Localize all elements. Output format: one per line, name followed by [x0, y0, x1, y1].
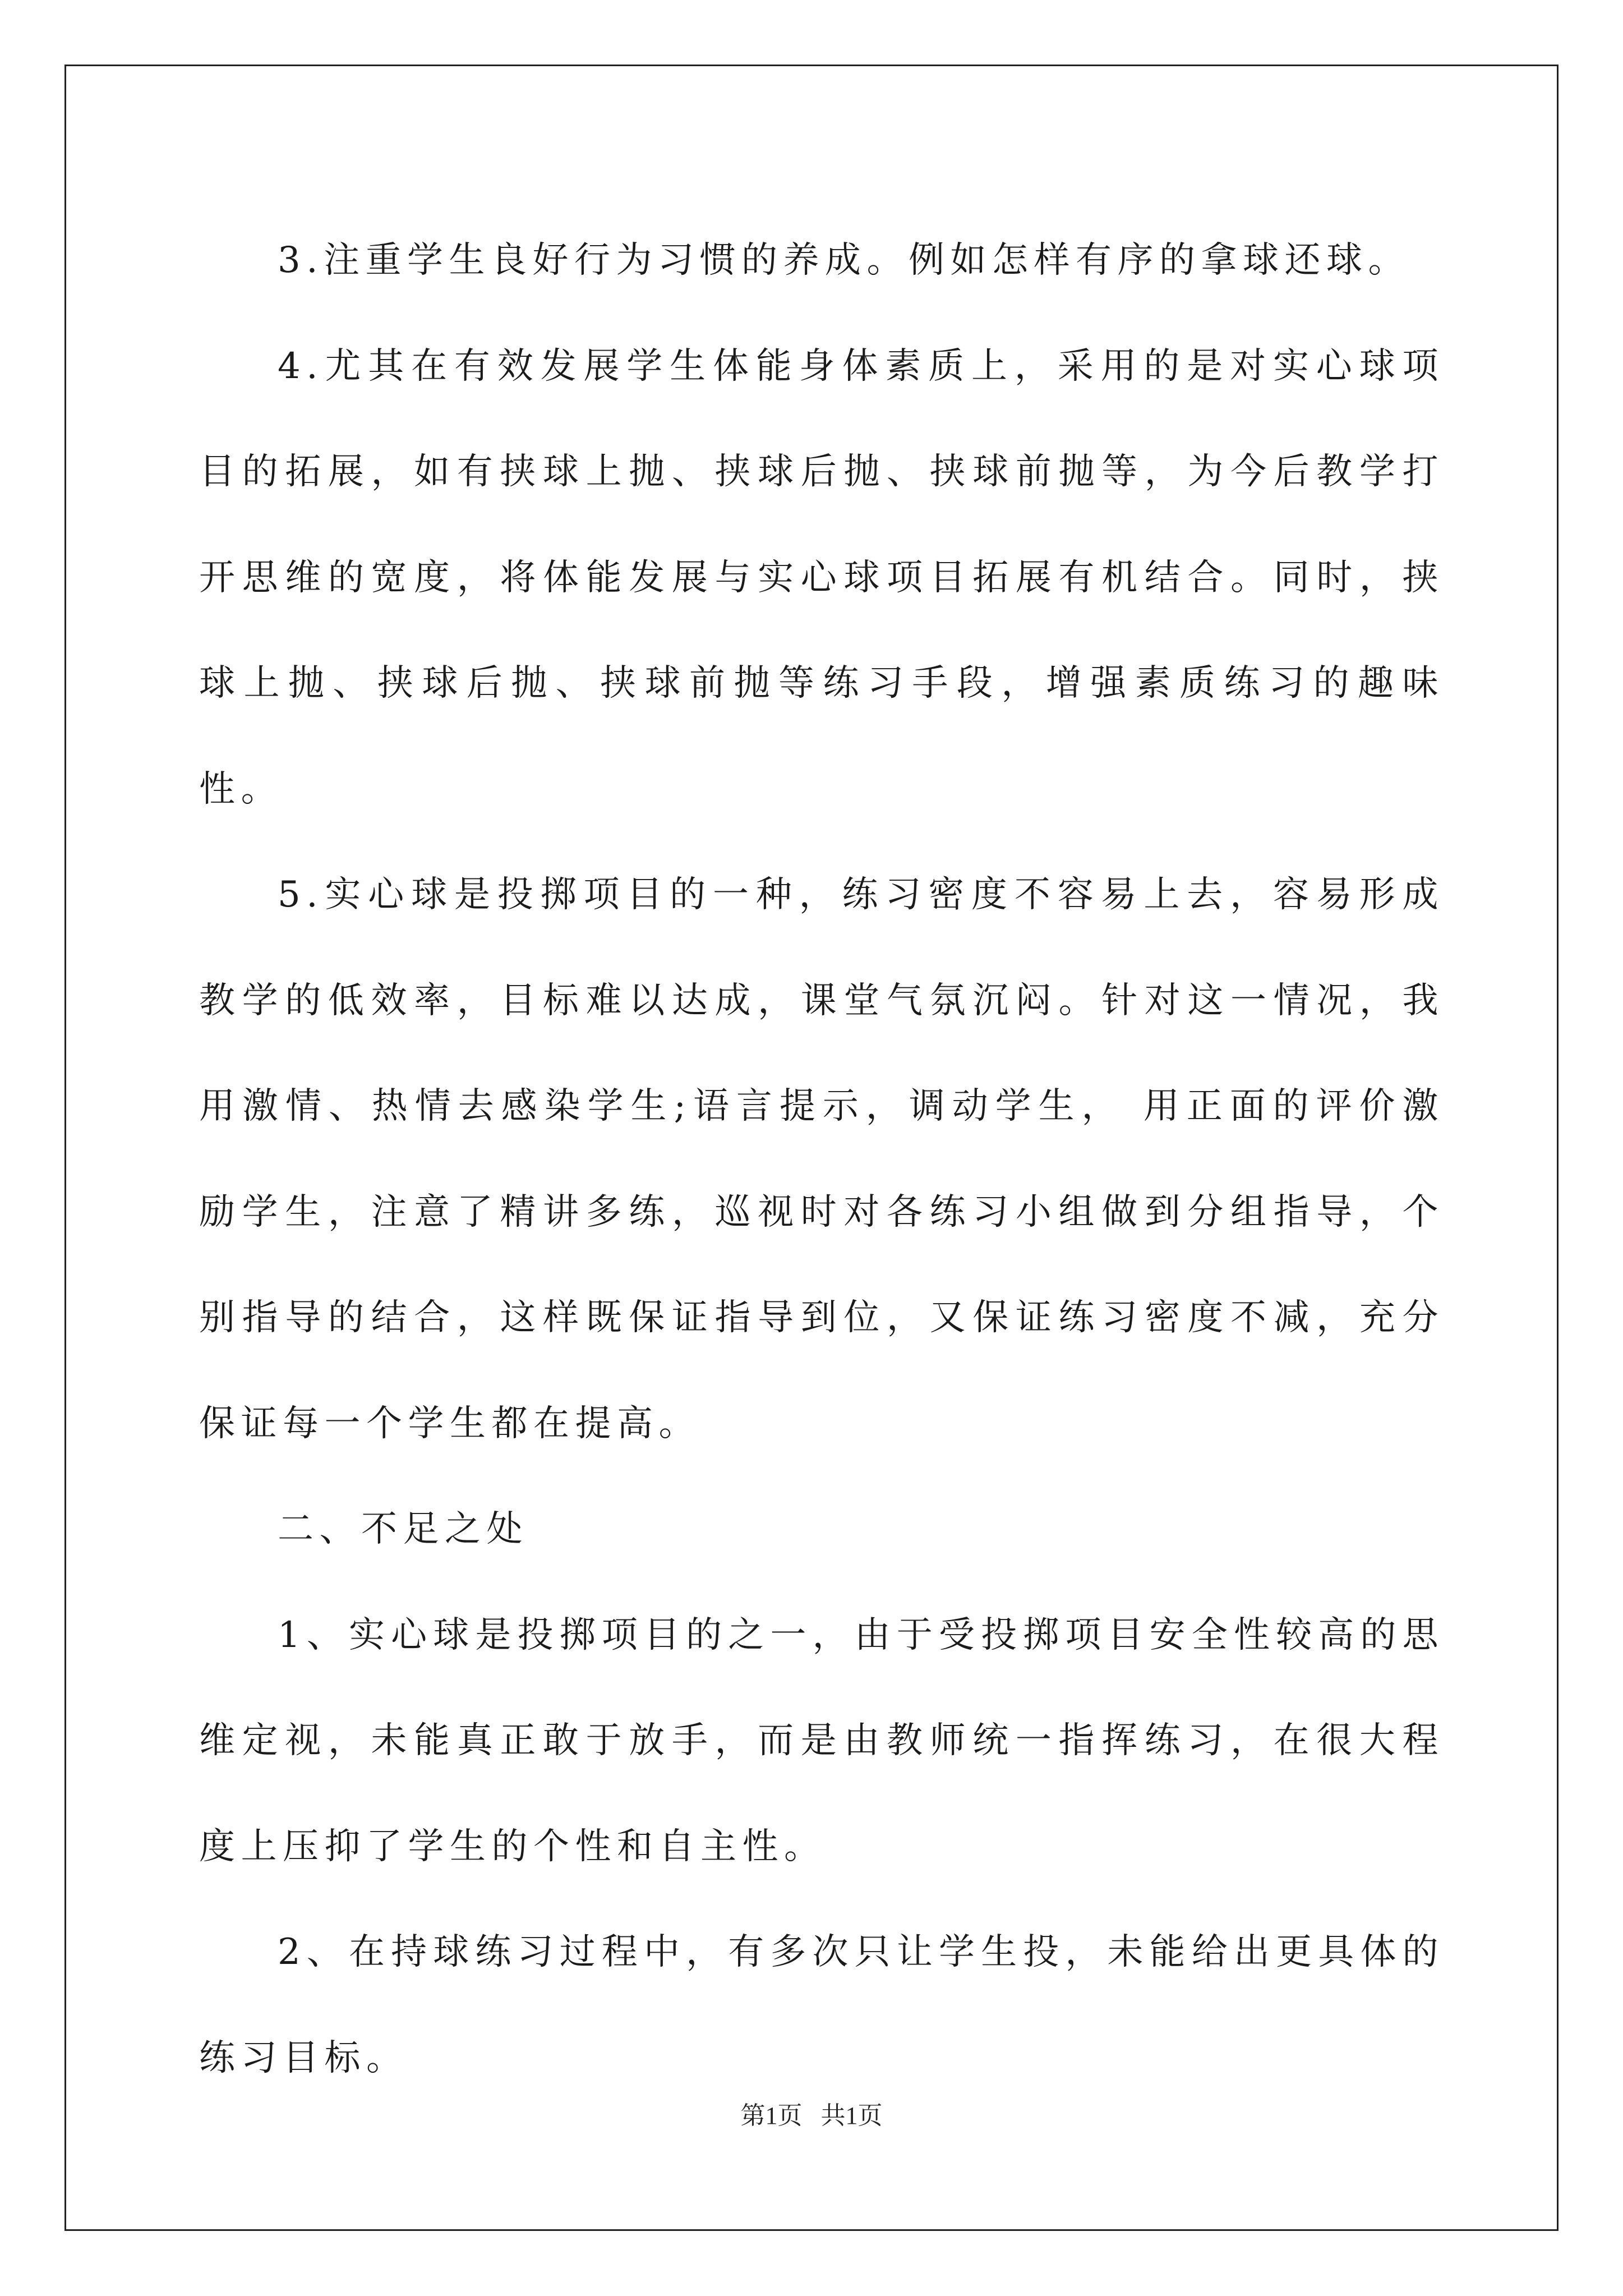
paragraph-shortcoming-1: 1、实心球是投掷项目的之一，由于受投掷项目安全性较高的思维定视，未能真正敢于放手，而是由教师统一指挥练习，在很大程度上压抑了学生的个性和自主性。 [199, 1614, 1444, 1867]
document-body [199, 208, 1444, 2111]
page-number-footer: 第1页 共1页 [740, 2102, 883, 2129]
section-heading-shortcomings: 二、不足之处 [278, 1508, 528, 1550]
paragraph-practice-density: 5.实心球是投掷项目的一种，练习密度不容易上去，容易形成教学的低效率，目标难以达成，课堂气氛沉闷。针对这一情况，我用激情、热情去感染学生;语言提示，调动学生， 用正面的评价激励学生，注意了精讲多练，巡视时对各练习小组做到分组指导，个别指导的结合，这样既保证指导到位，又保证练习密度不减，充分保证每一个学生都在提高。 [199, 874, 1444, 1444]
paragraph-habits: 3.注重学生良好行为习惯的养成。例如怎样有序的拿球还球。 [278, 240, 1410, 281]
paragraph-physical-fitness: 4.尤其在有效发展学生体能身体素质上，采用的是对实心球项目的拓展，如有挟球上抛、挟球后抛、挟球前抛等，为今后教学打开思维的宽度，将体能发展与实心球项目拓展有机结合。同时，挟球上抛、挟球后抛、挟球前抛等练习手段，增强素质练习的趣味性。 [199, 345, 1444, 810]
paragraph-shortcoming-2: 2、在持球练习过程中，有多次只让学生投，未能给出更具体的练习目标。 [199, 1931, 1444, 2079]
